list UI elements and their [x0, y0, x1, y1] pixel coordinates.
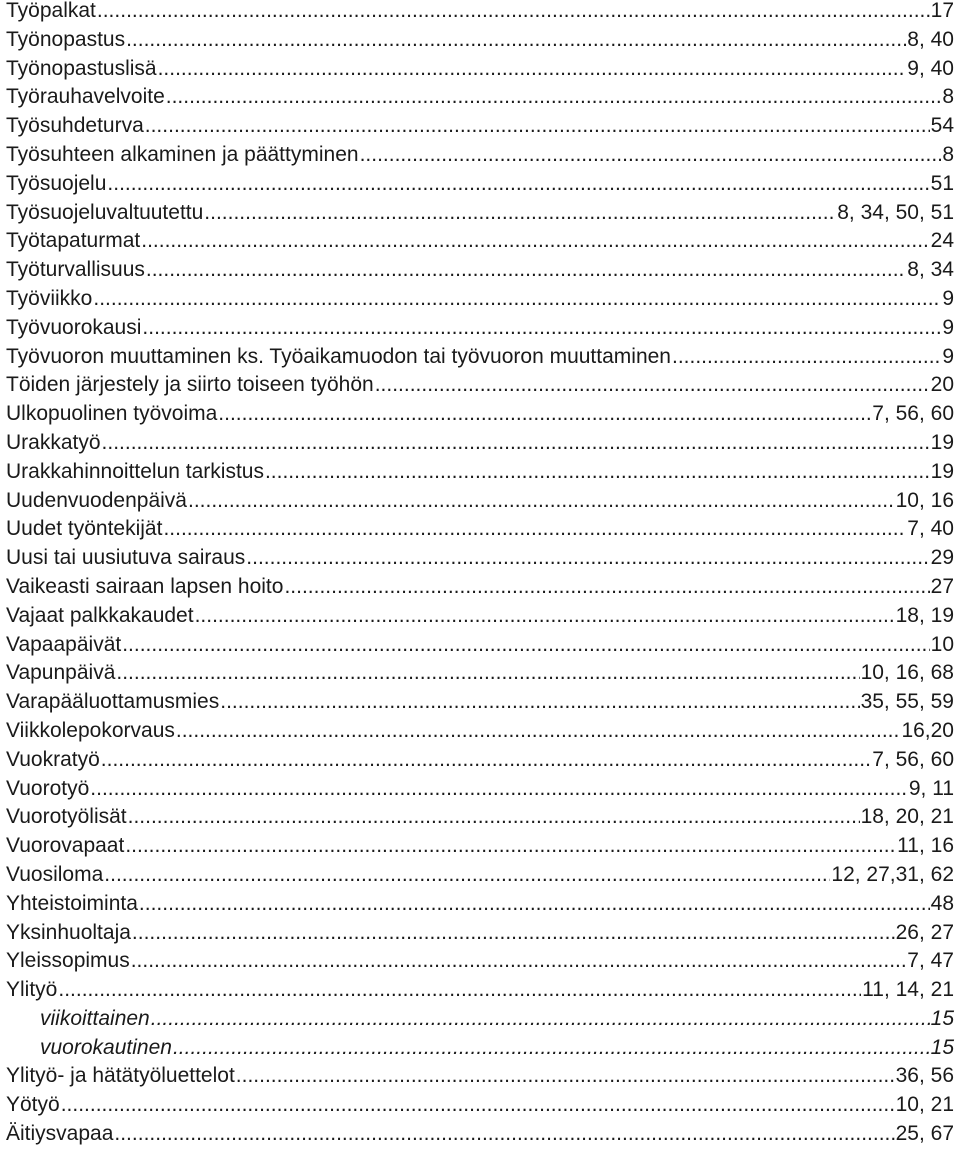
dot-leader [218, 400, 871, 429]
index-pages: 11, 16 [897, 834, 954, 858]
index-entry [6, 775, 954, 804]
index-term: Vuokratyö [6, 747, 100, 771]
index-pages: 17 [930, 0, 954, 22]
index-term: Työnopastus [6, 27, 126, 51]
index-entry [6, 717, 954, 746]
index-term: Ulkopuolinen työvoima [6, 402, 218, 426]
index-term: Työsuhdeturva [6, 114, 144, 138]
index-term: Vuorotyölisät [6, 805, 127, 829]
index-term: Työvuoron muuttaminen ks. Työaikamuodon tai työvuoron muuttaminen [6, 344, 671, 368]
dot-leader [128, 803, 860, 832]
index-pages: 54 [930, 114, 954, 138]
dot-leader [163, 515, 906, 544]
index-pages: 9 [942, 315, 954, 339]
index-entry [6, 429, 954, 458]
dot-leader [265, 458, 930, 487]
dot-leader [58, 976, 861, 1005]
index-entry [6, 1120, 954, 1149]
index-pages: 8, 40 [907, 27, 954, 51]
index-term: Uusi tai uusiutuva sairaus [6, 546, 246, 570]
index-term: Vapaapäivät [6, 632, 122, 656]
index-pages: 36, 56 [895, 1064, 954, 1088]
index-pages: 10 [930, 632, 954, 656]
index-term: Yötyö [6, 1093, 60, 1117]
index-pages: 16,20 [901, 718, 954, 742]
dot-leader [104, 861, 830, 890]
index-term: Työpalkat [6, 0, 96, 22]
index-pages: 10, 16 [895, 488, 954, 512]
dot-leader [173, 1034, 930, 1063]
index-term: Vuorovapaat [6, 834, 125, 858]
index-entry [6, 602, 954, 631]
index-entry [6, 400, 954, 429]
index-entry [6, 631, 954, 660]
dot-leader [101, 746, 871, 775]
index-entry [6, 26, 954, 55]
index-term: Vaikeasti sairaan lapsen hoito [6, 574, 284, 598]
index-pages: 18, 19 [895, 603, 954, 627]
index-term: Vuorotyö [6, 776, 90, 800]
dot-leader [131, 947, 907, 976]
index-entry [6, 285, 954, 314]
index-pages: 12, 27,31, 62 [831, 862, 954, 886]
index-pages: 25, 67 [895, 1122, 954, 1146]
index-entry [6, 227, 954, 256]
index-term: Yhteistoiminta [6, 891, 138, 915]
dot-leader [139, 890, 930, 919]
index-pages: 10, 16, 68 [860, 661, 954, 685]
index-entry [6, 141, 954, 170]
index-entry [6, 256, 954, 285]
index-term: Vapunpäivä [6, 661, 116, 685]
dot-leader [97, 0, 930, 26]
dot-leader [114, 1120, 894, 1149]
dot-leader [151, 1005, 930, 1034]
index-pages: 9, 11 [908, 776, 954, 800]
index-pages: 9 [942, 286, 954, 310]
dot-leader [360, 141, 942, 170]
index-entry [6, 947, 954, 976]
index-pages: 8 [942, 85, 954, 109]
index-pages: 24 [930, 229, 954, 253]
index-term: Työtapaturmat [6, 229, 141, 253]
index-term: Uudenvuodenpäivä [6, 488, 187, 512]
index-pages: 8, 34 [907, 258, 954, 282]
index-pages: 20 [930, 373, 954, 397]
index-term: Äitiysvapaa [6, 1122, 114, 1146]
index-pages: 11, 14, 21 [862, 978, 954, 1002]
index-entry [6, 55, 954, 84]
index-entry [6, 688, 954, 717]
index-entry [6, 659, 954, 688]
dot-leader [126, 26, 906, 55]
dot-leader [195, 602, 895, 631]
dot-leader [132, 919, 895, 948]
index-entry [6, 458, 954, 487]
index-term: Yleissopimus [6, 949, 130, 973]
index-pages: 8 [942, 142, 954, 166]
dot-leader [93, 285, 941, 314]
index-term: Työrauhavelvoite [6, 85, 165, 109]
index-term: Työsuojelu [6, 171, 107, 195]
index-entry [6, 890, 954, 919]
index-entry [6, 515, 954, 544]
index-entry [6, 170, 954, 199]
dot-leader [188, 487, 895, 516]
index-pages: 8, 34, 50, 51 [837, 200, 954, 224]
index-entry [6, 544, 954, 573]
index-pages: 7, 56, 60 [872, 402, 954, 426]
dot-leader [142, 314, 941, 343]
index-entry [6, 832, 954, 861]
index-entry [6, 1091, 954, 1120]
index-term: Työsuhteen alkaminen ja päättyminen [6, 142, 359, 166]
dot-leader [176, 717, 901, 746]
index-pages: 26, 27 [895, 920, 954, 944]
index-entry [6, 0, 954, 26]
index-pages: 10, 21 [895, 1093, 954, 1117]
index-term: Vuosiloma [6, 862, 104, 886]
dot-leader [246, 544, 929, 573]
index-pages: 9, 40 [907, 56, 954, 80]
index-pages: 51 [930, 171, 954, 195]
dot-leader [116, 659, 859, 688]
index-entry [6, 371, 954, 400]
dot-leader [158, 55, 907, 84]
index-entry [6, 112, 954, 141]
index-pages: 35, 55, 59 [860, 690, 954, 714]
index-entry [6, 487, 954, 516]
index-list [6, 0, 954, 1149]
index-term: Varapääluottamusmies [6, 690, 220, 714]
index-entry [6, 83, 954, 112]
index-term: Uudet työntekijät [6, 517, 163, 541]
index-term: Urakkahinnoittelun tarkistus [6, 459, 264, 483]
index-entry [6, 1062, 954, 1091]
index-pages: 27 [930, 574, 954, 598]
index-pages: 15 [930, 1035, 954, 1059]
dot-leader [166, 83, 942, 112]
index-pages: 29 [930, 546, 954, 570]
index-term: Työsuojeluvaltuutettu [6, 200, 204, 224]
dot-leader [672, 343, 941, 372]
index-term: Yksinhuoltaja [6, 920, 131, 944]
index-entry [6, 343, 954, 372]
index-entry [6, 314, 954, 343]
index-pages: 7, 47 [907, 949, 954, 973]
index-term: viikoittainen [40, 1006, 150, 1030]
dot-leader [125, 832, 896, 861]
index-entry [6, 746, 954, 775]
dot-leader [375, 371, 930, 400]
index-term: Vajaat palkkakaudet [6, 603, 194, 627]
index-term: Työturvallisuus [6, 258, 145, 282]
dot-leader [146, 256, 906, 285]
dot-leader [220, 688, 859, 717]
index-pages: 19 [930, 459, 954, 483]
index-pages: 15 [930, 1006, 954, 1030]
index-term: Viikkolepokorvaus [6, 718, 175, 742]
index-pages: 9 [942, 344, 954, 368]
index-pages: 19 [930, 430, 954, 454]
index-term: Töiden järjestely ja siirto toiseen työhön [6, 373, 374, 397]
index-subentry [6, 1005, 954, 1034]
dot-leader [90, 775, 908, 804]
dot-leader [141, 227, 929, 256]
index-pages: 7, 40 [907, 517, 954, 541]
dot-leader [204, 199, 836, 228]
dot-leader [107, 170, 929, 199]
index-term: Ylityö- ja hätätyöluettelot [6, 1064, 235, 1088]
index-subentry [6, 1034, 954, 1063]
index-entry [6, 919, 954, 948]
dot-leader [122, 631, 929, 660]
dot-leader [145, 112, 930, 141]
dot-leader [284, 573, 929, 602]
index-term: Työvuorokausi [6, 315, 142, 339]
index-entry [6, 199, 954, 228]
index-pages: 7, 56, 60 [872, 747, 954, 771]
index-entry [6, 976, 954, 1005]
index-term: Urakkatyö [6, 430, 101, 454]
dot-leader [236, 1062, 895, 1091]
index-pages: 18, 20, 21 [860, 805, 954, 829]
index-pages: 48 [930, 891, 954, 915]
index-term: Työviikko [6, 286, 93, 310]
index-entry [6, 803, 954, 832]
index-term: Ylityö [6, 978, 58, 1002]
index-entry [6, 861, 954, 890]
index-term: Työnopastuslisä [6, 56, 157, 80]
index-entry [6, 573, 954, 602]
dot-leader [102, 429, 930, 458]
dot-leader [61, 1091, 895, 1120]
index-term: vuorokautinen [40, 1035, 172, 1059]
